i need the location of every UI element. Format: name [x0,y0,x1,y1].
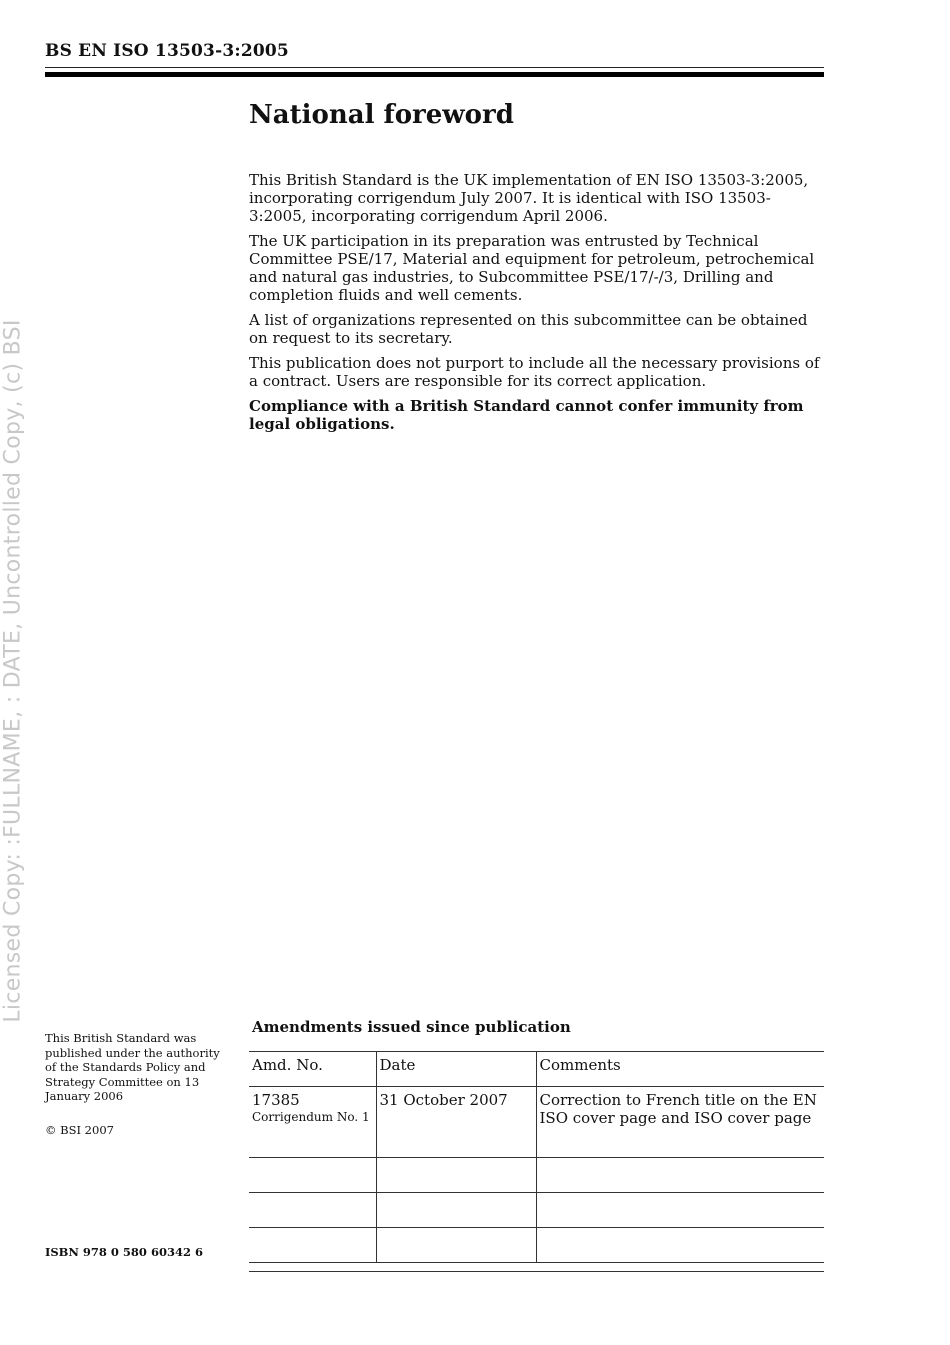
empty-cell [376,1228,536,1263]
foreword-paragraph-participation: The UK participation in its preparation was entrusted by Technical Committee PSE/17, Material and equipment for petroleum, petrochemical and natural gas industries, to Subcommittee PSE/17/-/3, Drilling and completion fluids and well cements. [249,232,815,304]
column-header-date: Date [376,1052,536,1087]
amd-comments-cell: Correction to French title on the EN ISO cover page and ISO cover page [536,1087,824,1158]
copyright-line: © BSI 2007 [45,1123,114,1137]
empty-cell [536,1158,824,1193]
isbn-line: ISBN 978 0 580 60342 6 [45,1245,203,1259]
empty-cell [249,1158,376,1193]
footer-rule [249,1271,824,1272]
column-header-comments: Comments [536,1052,824,1087]
amd-date-cell: 31 October 2007 [376,1087,536,1158]
license-watermark: Licensed Copy: :FULLNAME, : DATE, Uncontrolled Copy, (c) BSI [0,319,26,1023]
compliance-note: Compliance with a British Standard cannot confer immunity from legal obligations. [249,397,804,433]
page-title: National foreword [249,100,514,130]
empty-cell [249,1193,376,1228]
amendments-heading: Amendments issued since publication [252,1018,571,1036]
empty-cell [376,1193,536,1228]
foreword-paragraph-implementation: This British Standard is the UK implementation of EN ISO 13503-3:2005, incorporating corrigendum July 2007. It is identical with ISO 13503-3:2005, incorporating corrigendum April 2006. [249,171,809,225]
foreword-paragraph-provisions: This publication does not purport to include all the necessary provisions of a contract. Users are responsible for its correct application. [249,354,820,390]
amendments-table [249,1051,824,1263]
header-thick-rule [45,72,824,77]
table-row-empty [249,1193,824,1228]
foreword-section [249,100,825,440]
header-thin-rule [45,67,824,68]
foreword-paragraph-organizations: A list of organizations represented on this subcommittee can be obtained on request to its secretary. [249,311,808,347]
empty-cell [536,1228,824,1263]
amd-no-cell [249,1087,376,1158]
empty-cell [249,1228,376,1263]
table-row [249,1087,824,1158]
empty-cell [536,1193,824,1228]
table-row-empty [249,1158,824,1193]
table-row-empty [249,1228,824,1263]
amd-number: 17385 [252,1091,300,1109]
publication-note: This British Standard was published under the authority of the Standards Policy and Strategy Committee on 13 January 2006 [45,1031,220,1103]
document-header-id: BS EN ISO 13503-3:2005 [45,41,289,61]
amd-corrigendum-label: Corrigendum No. 1 [252,1110,370,1124]
empty-cell [376,1158,536,1193]
column-header-amd-no: Amd. No. [249,1052,376,1087]
amendments-header-row [249,1052,824,1087]
